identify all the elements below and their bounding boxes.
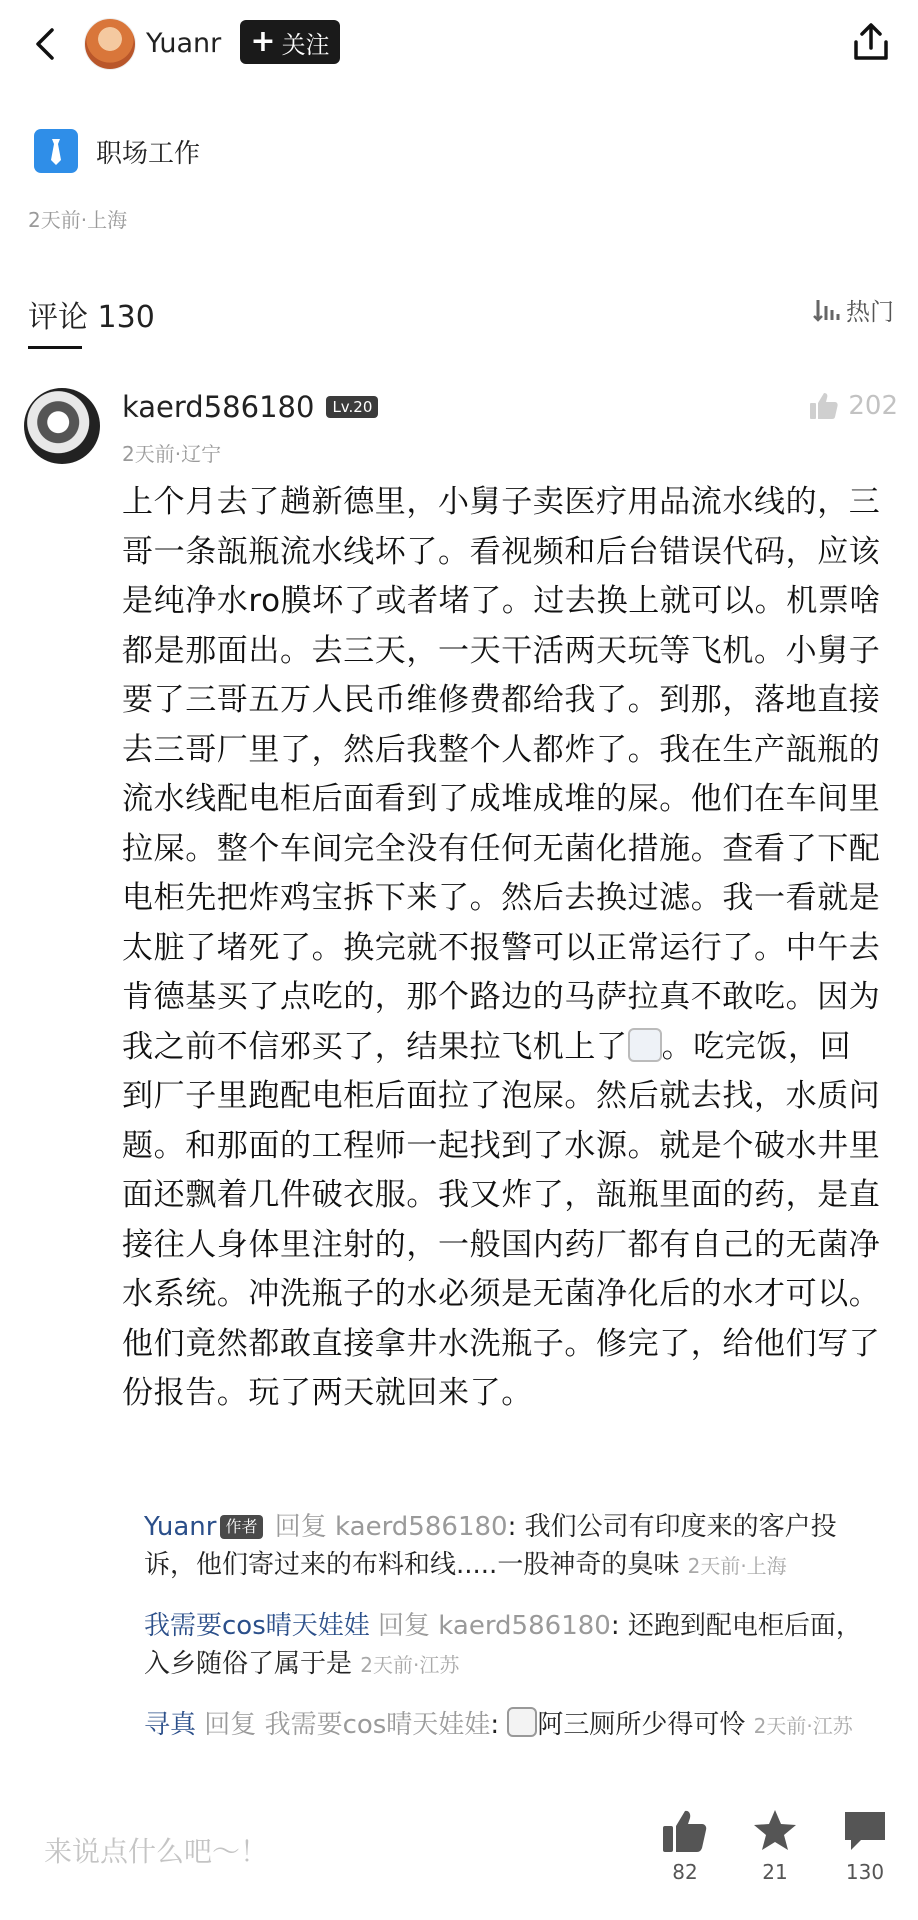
plus-icon: + bbox=[250, 24, 276, 59]
reply-colon: : bbox=[490, 1710, 508, 1740]
author-badge: 作者 bbox=[220, 1515, 262, 1539]
reply-text: 阿三厕所少得可怜 bbox=[537, 1710, 746, 1740]
comment-button[interactable] bbox=[830, 1808, 900, 1884]
reply-text: 还跑到配电柜后面，入乡随俗了属于是 bbox=[144, 1611, 862, 1679]
reply-author[interactable]: 我需要cos晴天娃娃 bbox=[144, 1611, 370, 1641]
comment-body bbox=[122, 478, 882, 1419]
favorite-button[interactable] bbox=[740, 1808, 810, 1884]
reply-author[interactable]: Yuanr bbox=[144, 1512, 217, 1542]
comment-like-count: 202 bbox=[848, 391, 898, 421]
reply-list bbox=[144, 1508, 882, 1767]
reply-target[interactable]: kaerd586180 bbox=[438, 1611, 611, 1641]
reply-author[interactable]: 寻真 bbox=[144, 1710, 197, 1740]
reply-target[interactable]: 我需要cos晴天娃娃 bbox=[264, 1710, 491, 1740]
commenter-avatar[interactable] bbox=[24, 388, 100, 464]
reply-word: 回复 bbox=[204, 1710, 257, 1740]
comment-bubble-icon bbox=[841, 1808, 889, 1854]
share-icon bbox=[850, 20, 892, 64]
comments-title: 评论 130 bbox=[28, 300, 155, 335]
thumbs-up-icon bbox=[661, 1808, 709, 1854]
author-username[interactable]: Yuanr bbox=[146, 28, 222, 59]
sort-icon bbox=[812, 296, 840, 324]
sort-label: 热门 bbox=[846, 298, 894, 326]
like-count: 82 bbox=[672, 1860, 698, 1884]
reply-word: 回复 bbox=[274, 1512, 327, 1542]
level-badge: Lv.20 bbox=[326, 396, 378, 418]
topic-tag[interactable] bbox=[34, 128, 200, 174]
thumbs-up-icon bbox=[808, 390, 840, 422]
follow-label: 关注 bbox=[281, 30, 330, 59]
chevron-left-icon bbox=[24, 22, 68, 66]
reply-time: 2天前·上海 bbox=[687, 1554, 787, 1578]
sort-button[interactable] bbox=[812, 292, 894, 327]
commenter-name-row bbox=[122, 390, 378, 424]
reply-time: 2天前·江苏 bbox=[753, 1714, 853, 1738]
tie-icon bbox=[34, 129, 78, 173]
reply-time: 2天前·江苏 bbox=[360, 1653, 460, 1677]
comment-input[interactable]: 来说点什么吧～！ bbox=[44, 1835, 269, 1868]
star-icon bbox=[751, 1808, 799, 1854]
comment-meta: 2天前·辽宁 bbox=[122, 442, 222, 466]
commenter-username[interactable]: kaerd586180 bbox=[122, 390, 315, 424]
like-button[interactable] bbox=[650, 1808, 720, 1884]
reply-item[interactable] bbox=[144, 1508, 882, 1585]
star-count: 21 bbox=[762, 1860, 788, 1884]
comments-tab-indicator bbox=[28, 346, 82, 349]
emoji-icon bbox=[628, 1028, 662, 1062]
reply-item[interactable] bbox=[144, 1607, 882, 1684]
comment-text-part1: 上个月去了趟新德里，小舅子卖医疗用品流水线的，三哥一条瓿瓶流水线坏了。看视频和后台错误代码，应该是纯净水ro膜坏了或者堵了。过去换上就可以。机票啥都是那面出。去三天，一天干活两天玩等飞机。小舅子要了三哥五万人民币维修费都给我了。到那，落地直接去三哥厂里了，然后我整个人都炸了。我在生产瓿瓶的流水线配电柜后面看到了成堆成堆的屎。他们在车间里拉屎。整个车间完全没有任何无菌化措施。查看了下配电柜先把炸鸡宝拆下来了。然后去换过滤。我一看就是太脏了堵死了。换完就不报警可以正常运行了。中午去肯德基买了点吃的，那个路边的马萨拉真不敢吃。因为我之前不信邪买了，结果拉飞机上了 bbox=[122, 484, 882, 1065]
topic-label: 职场工作 bbox=[96, 138, 201, 169]
comment-text-part2: 。吃完饭，回到厂子里跑配电柜后面拉了泡屎。然后就去找，水质问题。和那面的工程师一起找到了水源。就是个破水井里面还飘着几件破衣服。我又炸了，瓿瓶里面的药，是直接往人身体里注射的，一般国内药厂都有自己的无菌净水系统。冲洗瓶子的水必须是无菌净化后的水才可以。他们竟然都敢直接拿井水洗瓶子。修完了，给他们写了份报告。玩了两天就回来了。 bbox=[122, 1028, 881, 1411]
emoji-icon bbox=[507, 1707, 537, 1737]
back-button[interactable] bbox=[24, 22, 68, 66]
follow-button[interactable] bbox=[240, 20, 340, 64]
comment-count: 130 bbox=[845, 1860, 885, 1884]
reply-text: 我们公司有印度来的客户投诉，他们寄过来的布料和线.....一股神奇的臭味 bbox=[144, 1512, 837, 1580]
post-meta: 2天前·上海 bbox=[28, 208, 128, 232]
author-avatar[interactable] bbox=[84, 18, 136, 70]
comment-like-button[interactable] bbox=[808, 390, 898, 422]
reply-item[interactable] bbox=[144, 1706, 882, 1745]
top-bar bbox=[0, 0, 918, 88]
share-button[interactable] bbox=[850, 20, 892, 64]
reply-colon: : bbox=[507, 1512, 525, 1542]
reply-target[interactable]: kaerd586180 bbox=[335, 1512, 508, 1542]
reply-word: 回复 bbox=[378, 1611, 431, 1641]
reply-colon: : bbox=[610, 1611, 628, 1641]
